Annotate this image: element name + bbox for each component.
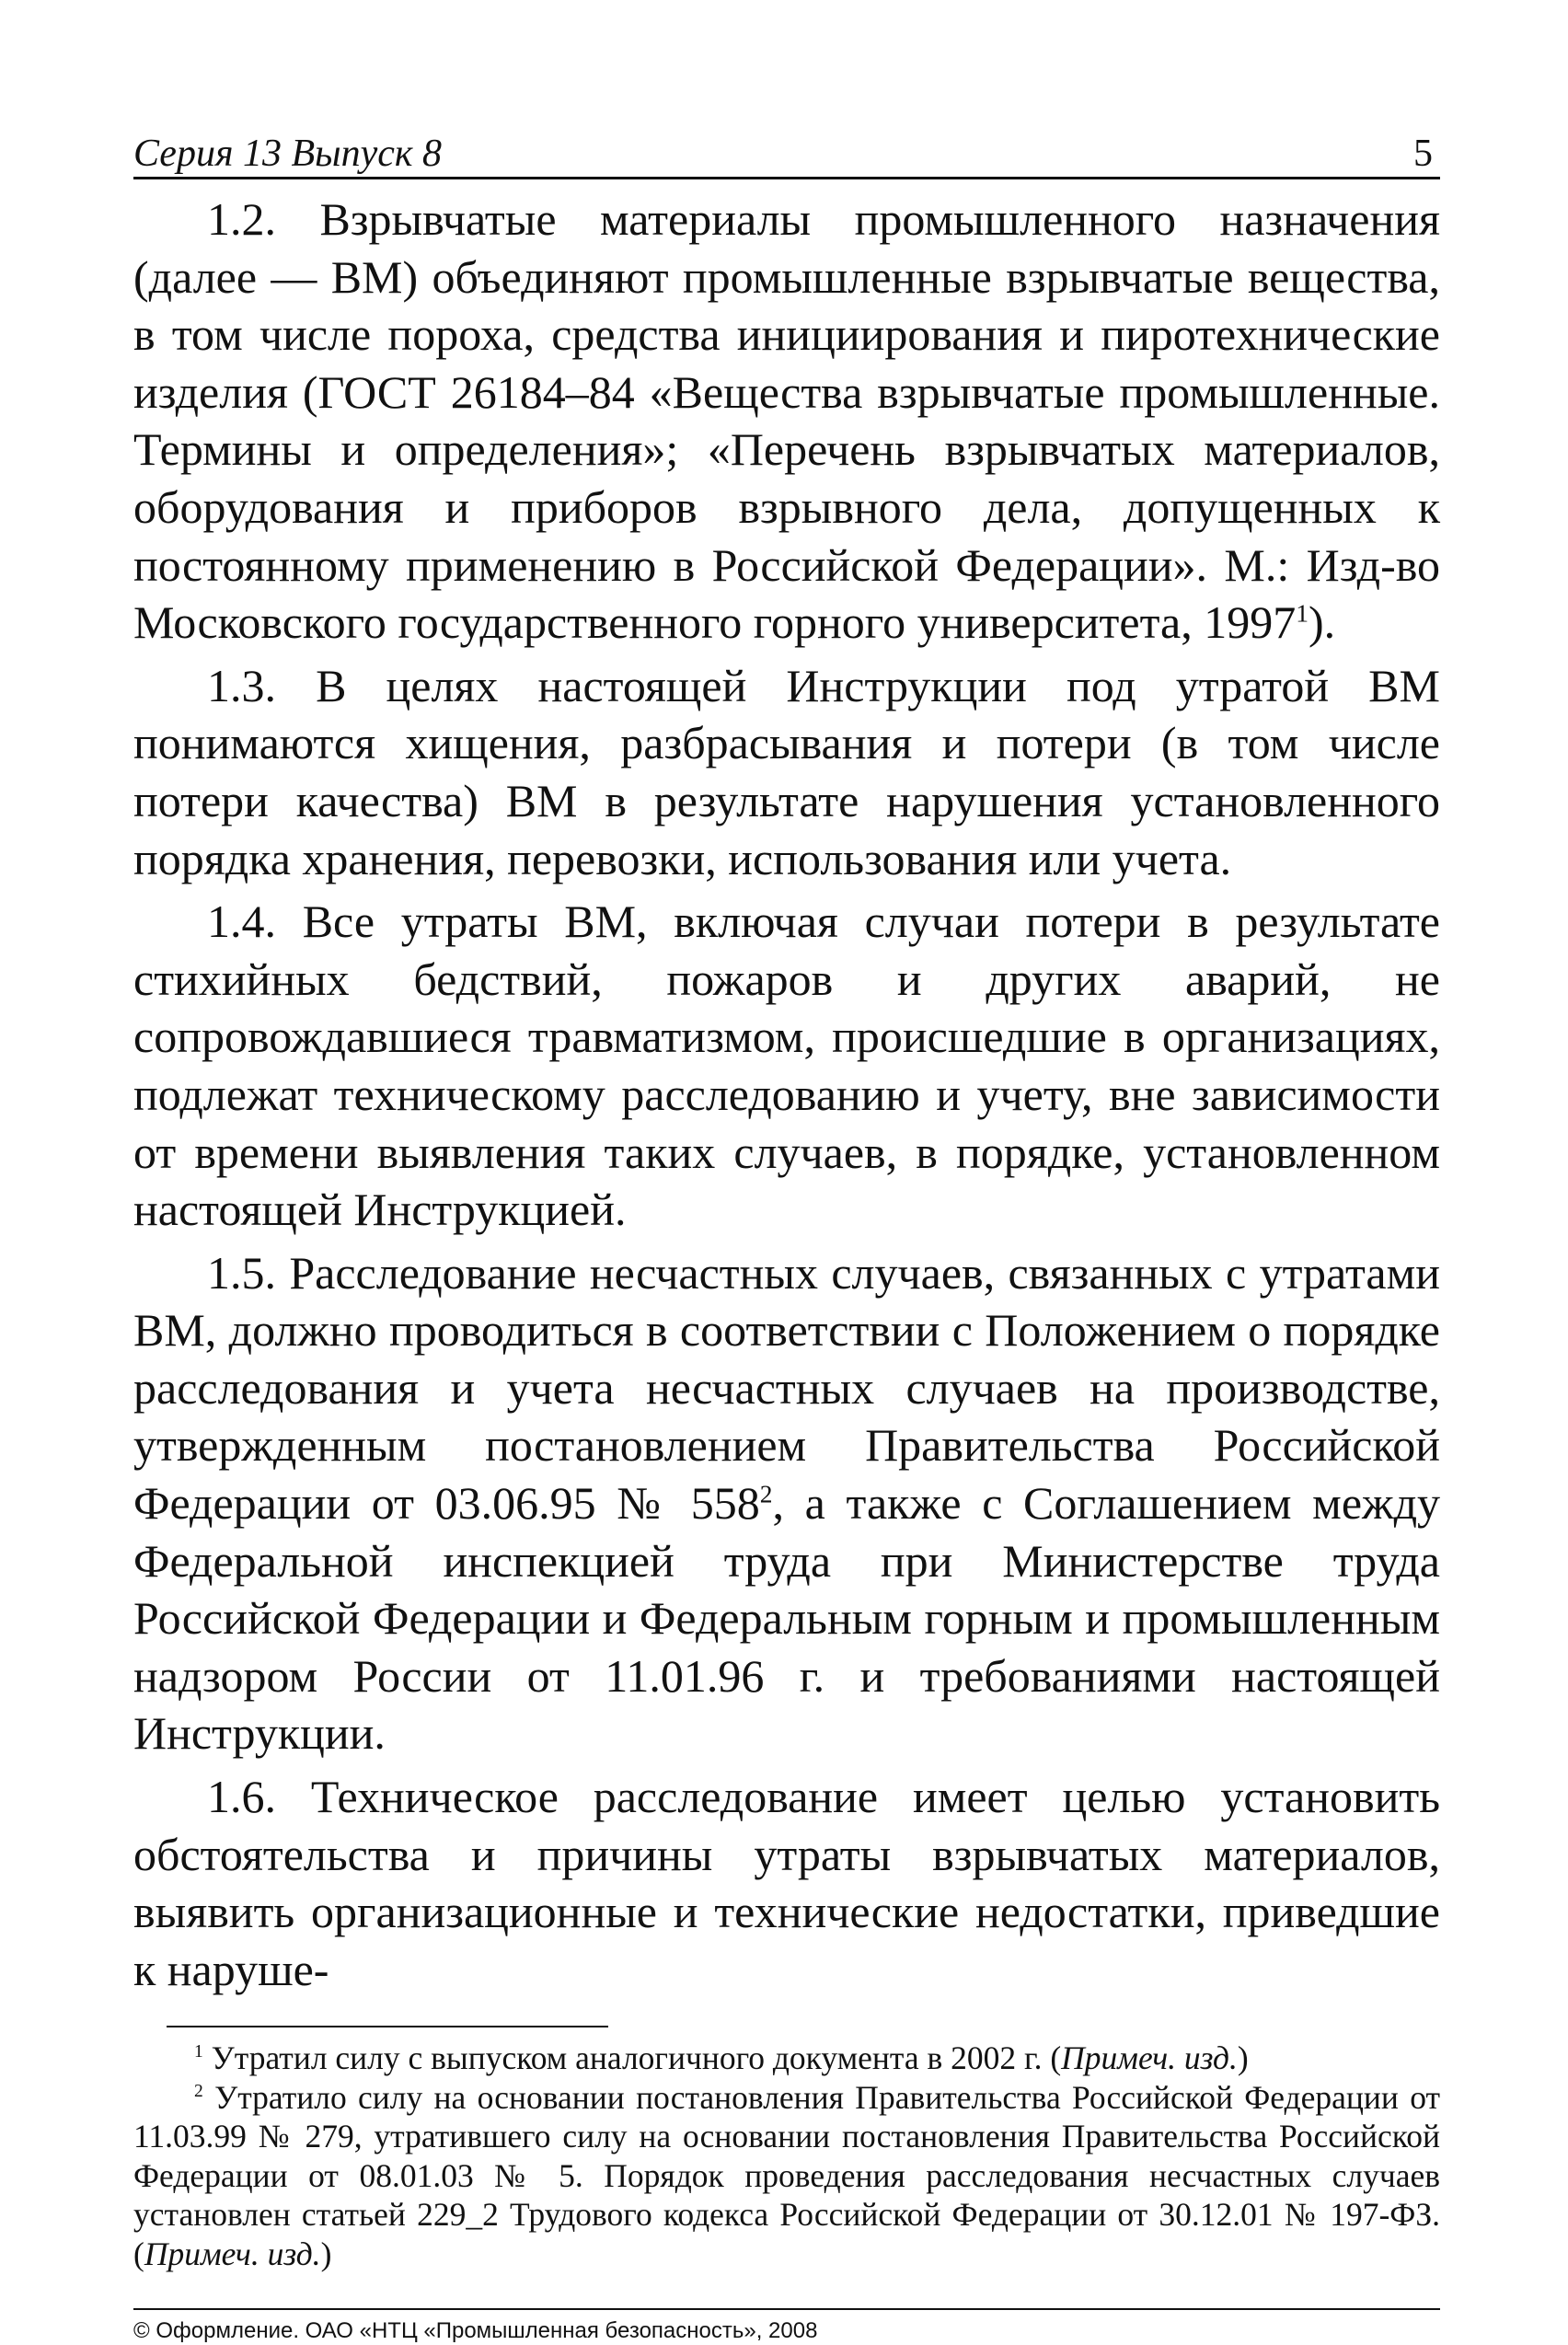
footnote-1-text: Утратил силу с выпуском аналогичного документа в 2002 г. ( bbox=[211, 2039, 1062, 2077]
copyright-footer: © Оформление. ОАО «НТЦ «Промышленная безопасность», 2008 bbox=[133, 2318, 818, 2344]
footnote-mark-1: 1 bbox=[194, 2042, 203, 2062]
footnote-mark-2: 2 bbox=[194, 2082, 203, 2102]
footnote-2-note: Примеч. изд. bbox=[144, 2235, 321, 2272]
footnote-1-note: Примеч. изд. bbox=[1061, 2039, 1238, 2077]
paragraph-1-4: 1.4. Все утраты ВМ, включая случаи потери в результате стихийных бедствий, пожаров и других аварий, не сопровождавшиеся травматизмом, происшедшие в организациях, подлежат техническому расследованию и учету, вне зависимости от времени выявления таких случаев, в порядке, установленном настоящей Инструкцией. bbox=[133, 895, 1440, 1236]
page-number: 5 bbox=[1413, 133, 1433, 175]
paragraph-1-6: 1.6. Техническое расследование имеет целью установить обстоятельства и причины утраты взрывчатых материалов, выявить организационные и технические недостатки, приведшие к наруше- bbox=[133, 1771, 1440, 1995]
footnote-1 bbox=[133, 2039, 1440, 2078]
footnote-2 bbox=[133, 2078, 1440, 2274]
footnotes bbox=[133, 2039, 1440, 2273]
paragraph-1-3: 1.3. В целях настоящей Инструкции под утратой ВМ понимаются хищения, разбрасывания и потери (в том числе потери качества) ВМ в результате нарушения установленного порядка хранения, перевозки, использования или учета. bbox=[133, 659, 1440, 884]
running-header bbox=[133, 129, 1440, 179]
footnote-ref-1: 1 bbox=[1296, 598, 1309, 628]
footnote-ref-2: 2 bbox=[759, 1479, 773, 1508]
paragraph-1-5-rest: , а также с Соглашением между Федеральной инспекцией труда при Министерстве труда Российской Федерации и Федеральным горным и промышленным надзором России от 11.01.96 г. и требованиями настоящей Инструкции. bbox=[133, 1477, 1441, 1760]
paragraph-1-5-text: 1.5. Расследование несчастных случаев, связанных с утратами ВМ, должно проводиться в соответствии с Положением о порядке расследования и учета несчастных случаев на производстве, утвержденным постановлением Правительства Российской Федерации от 03.06.95 № 558 bbox=[133, 1246, 1440, 1530]
footnote-divider bbox=[167, 2026, 608, 2027]
footnote-2-text: Утратило силу на основании постановления Правительства Российской Федерации от 11.03.99 № 279, утратившего силу на основании постановления Правительства Российской Федерации от 08.01.03 № 5. Порядок проведения расследования несчастных случаев установлен статьей 229_2 Трудового кодекса Российской Федерации от 30.12.01 № 197-ФЗ. ( bbox=[133, 2078, 1441, 2272]
document-page bbox=[133, 129, 1440, 2345]
series-title: Серия 13 Выпуск 8 bbox=[133, 133, 442, 175]
paragraph-1-5 bbox=[133, 1244, 1440, 1762]
body-text bbox=[133, 191, 1440, 1998]
paragraph-1-2 bbox=[133, 191, 1440, 652]
paragraph-1-2-text: 1.2. Взрывчатые материалы промышленного назначения (далее — ВМ) объединяют промышленные взрывчатые вещества, в том числе пороха, средства инициирования и пиротехнические изделия (ГОСТ 26184–84 «Вещества взрывчатые промышленные. Термины и определения»; «Перечень взрывчатых материалов, оборудования и приборов взрывного дела, допущенных к постоянному применению в Российской Федерации». М.: Изд-во Московского государственного горного университета, 1997 bbox=[133, 193, 1440, 649]
footer-divider bbox=[133, 2308, 1440, 2310]
footnote-2-close: ) bbox=[320, 2235, 332, 2272]
paragraph-1-2-end: ). bbox=[1308, 596, 1336, 649]
footnote-1-close: ) bbox=[1237, 2039, 1249, 2077]
